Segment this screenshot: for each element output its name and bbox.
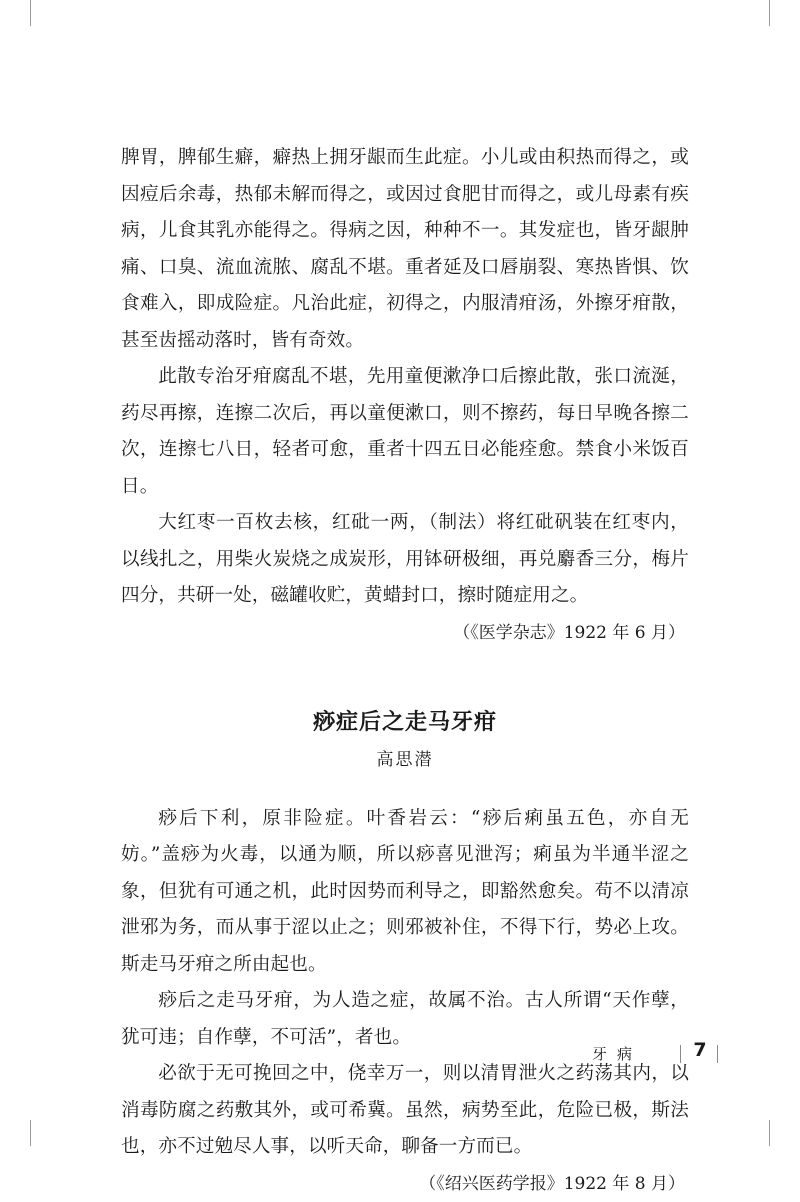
article-title: 痧症后之走马牙疳 <box>312 709 497 735</box>
paragraph: 此散专治牙疳腐乱不堪，先用童便漱净口后擦此散，张口流涎，药尽再擦，连擦二次后，再以童便漱口，则不擦药，每日早晚各擦二次，连擦七八日，轻者可愈，重者十四五日必能痊愈。禁食小米饭百日。 <box>121 366 689 497</box>
paragraph: 大红枣一百枚去核，红砒一两，（制法）将红砒矾装在红枣内，以线扎之，用柴火炭烧之成炭形，用钵研极细，再兑麝香三分，梅片四分，共研一处，磁罐收贮，黄蜡封口，擦时随症用之。 <box>121 512 689 606</box>
crop-mark-bottom-right <box>769 1120 770 1146</box>
paragraph: 必欲于无可挽回之中，侥幸万一，则以清胃泄火之药荡其内，以消毒防腐之药敷其外，或可希冀。虽然，病势至此，危险已极，斯法也，亦不过勉尽人事，以听天命，聊备一方而已。 <box>121 1063 689 1157</box>
footer-divider <box>717 1045 718 1063</box>
page-footer <box>560 1039 760 1069</box>
source-citation: （《绍兴医药学报》1922 年 8 月） <box>419 1173 685 1194</box>
crop-mark-top-right <box>769 0 770 26</box>
page-number: 7 <box>693 1039 707 1061</box>
footer-divider <box>680 1045 681 1063</box>
article-author: 高思潜 <box>376 749 434 770</box>
paragraph: 脾胃，脾郁生癖，癖热上拥牙龈而生此症。小儿或由积热而得之，或因痘后余毒，热郁未解而得之，或因过食肥甘而得之，或儿母素有疾病，儿食其乳亦能得之。得病之因，种种不一。其发症也，皆牙龈肿痛、口臭、流血流脓、腐乱不堪。重者延及口唇崩裂、寒热皆惧、饮食难入，即成险症。凡治此症，初得之，内服清疳汤，外擦牙疳散，甚至齿摇动落时，皆有奇效。 <box>121 147 689 351</box>
crop-mark-top-left <box>30 0 31 26</box>
running-section-title: 牙病 <box>591 1045 642 1063</box>
paragraph: 痧后之走马牙疳，为人造之症，故属不治。古人所谓“天作孽，犹可违；自作孽，不可活”，者也。 <box>121 990 689 1048</box>
article-continued <box>121 140 689 651</box>
crop-mark-bottom-left <box>30 1120 31 1146</box>
article-zouma-yagan <box>121 705 689 1202</box>
source-citation: （《医学杂志》1922 年 6 月） <box>453 622 685 643</box>
paragraph: 痧后下利，原非险症。叶香岩云：“痧后痢虽五色，亦自无妨。”盖痧为火毒，以通为顺，所以痧喜见泄泻；痢虽为半通半涩之象，但犹有可通之机，此时因势而利导之，即豁然愈矣。苟不以清凉泄邪为务，而从事于涩以止之；则邪被补住，不得下行，势必上攻。斯走马牙疳之所由起也。 <box>121 807 689 975</box>
